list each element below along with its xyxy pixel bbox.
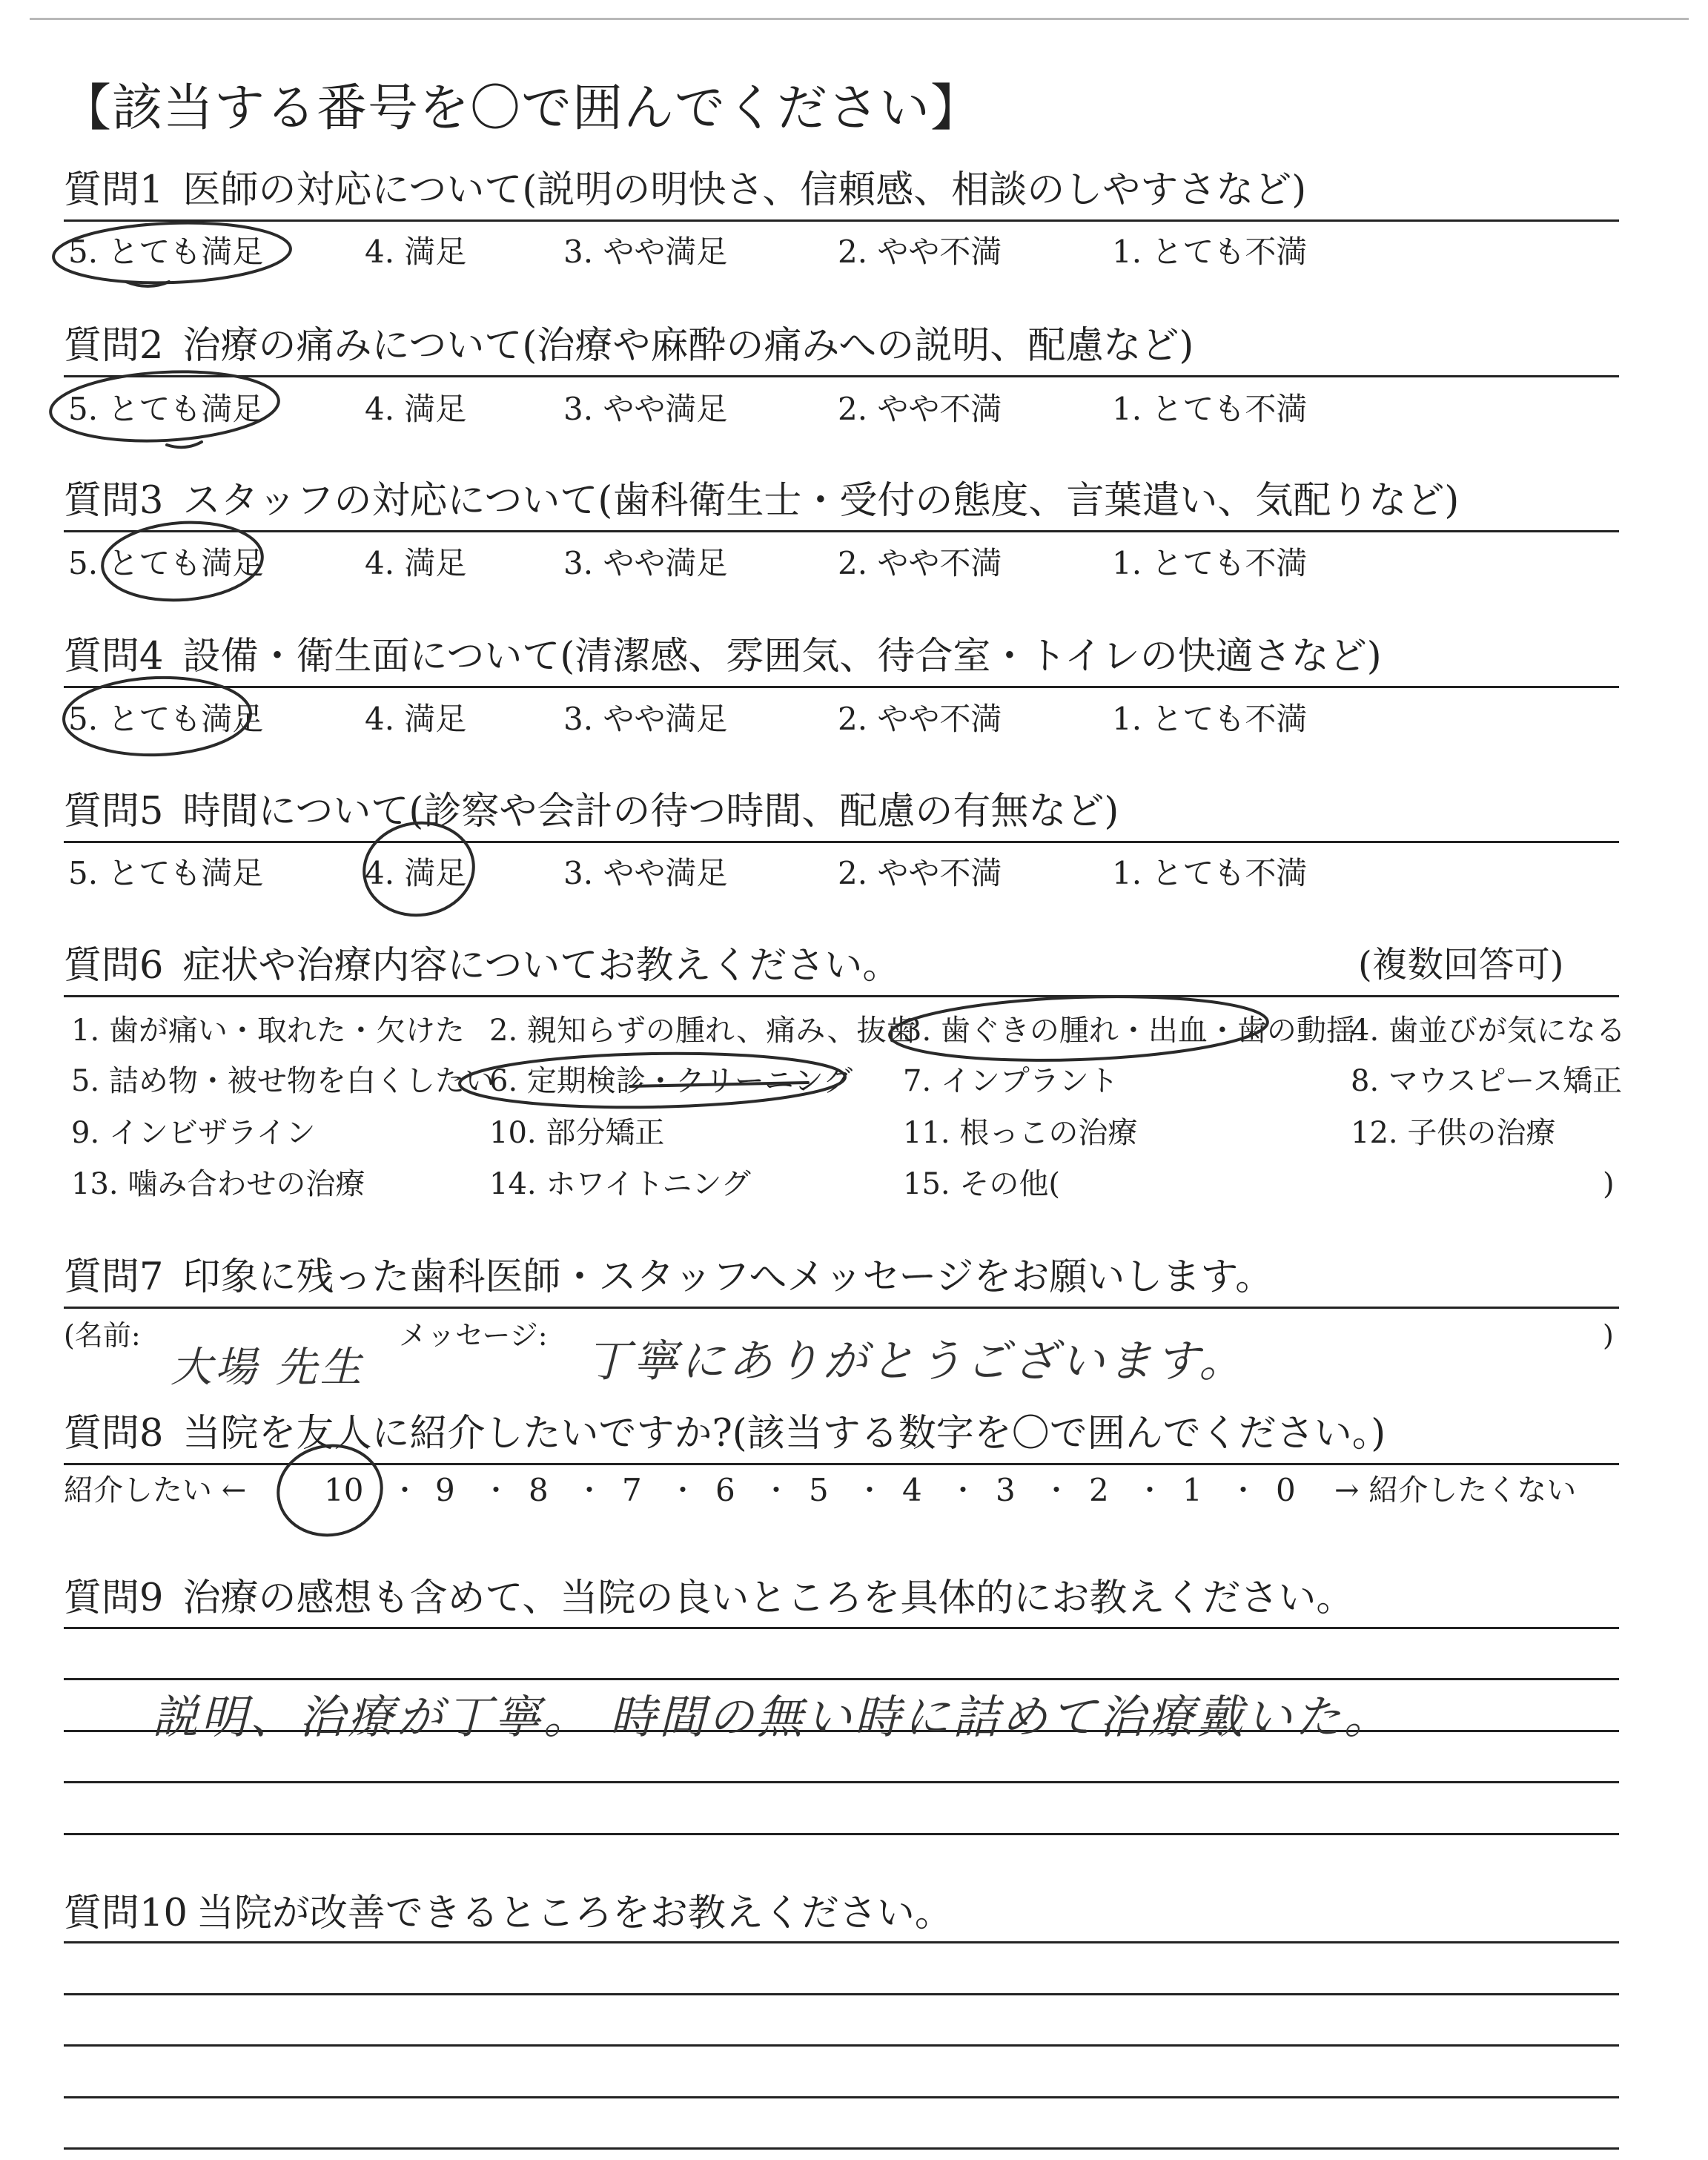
q6-option-15[interactable]: 15. その他(	[903, 1167, 1060, 1201]
q9-answer-line	[64, 1833, 1619, 1835]
q6-heading	[64, 943, 900, 989]
q3-number: 質問3	[64, 479, 164, 523]
q6-option-1[interactable]: 1. 歯が痛い・取れた・欠けた	[71, 1014, 465, 1048]
q7-number: 質問7	[64, 1255, 164, 1299]
q3-option-1[interactable]: 1. とても不満	[1112, 545, 1308, 581]
q6-option-14[interactable]: 14. ホワイトニング	[489, 1167, 751, 1201]
q9-heading	[64, 1576, 1354, 1622]
q5-number: 質問5	[64, 790, 164, 833]
q6-option-12[interactable]: 12. 子供の治療	[1351, 1116, 1556, 1150]
q1-option-4[interactable]: 4. 満足	[365, 234, 467, 270]
q6-option-3[interactable]: 3. 歯ぐきの腫れ・出血・歯の動揺	[903, 1014, 1356, 1048]
q7-name-handwritten[interactable]: 大場 先生	[171, 1344, 365, 1392]
q4-text: 設備・衛生面について(清潔感、雰囲気、待合室・トイレの快適さなど)	[182, 635, 1382, 678]
q5-rule	[64, 841, 1619, 843]
q8-sep: ・	[1042, 1474, 1071, 1507]
q4-option-2[interactable]: 2. やや不満	[838, 701, 1002, 737]
q8-scale-8[interactable]: 8	[529, 1472, 549, 1508]
q6-other-close-paren: )	[1603, 1167, 1615, 1201]
q2-number: 質問2	[64, 324, 164, 368]
q8-sep: ・	[482, 1474, 511, 1507]
q9-text: 治療の感想も含めて、当院の良いところを具体的にお教えください。	[182, 1576, 1354, 1620]
q7-rule	[64, 1307, 1619, 1309]
q8-sep: ・	[575, 1474, 604, 1507]
q1-text: 医師の対応について(説明の明快さ、信頼感、相談のしやすさなど)	[182, 168, 1307, 212]
q8-number: 質問8	[64, 1412, 164, 1456]
q8-heading	[64, 1411, 1386, 1457]
q5-option-3[interactable]: 3. やや満足	[563, 855, 728, 891]
q9-number: 質問9	[64, 1576, 164, 1620]
q6-option-10[interactable]: 10. 部分矯正	[489, 1116, 665, 1150]
q7-message-label: メッセージ:	[399, 1319, 548, 1352]
q1-option-2[interactable]: 2. やや不満	[838, 234, 1002, 270]
q6-option-9[interactable]: 9. インビザライン	[71, 1116, 316, 1150]
q4-rule	[64, 686, 1619, 688]
q5-option-4[interactable]: 4. 満足	[365, 855, 467, 891]
q1-number: 質問1	[64, 168, 164, 212]
q1-rule	[64, 219, 1619, 222]
q4-heading	[64, 634, 1382, 680]
q5-heading	[64, 789, 1119, 835]
q10-answer-line	[64, 2147, 1619, 2150]
q8-scale-1[interactable]: 1	[1182, 1472, 1202, 1508]
q10-answer-line	[64, 2096, 1619, 2098]
q8-sep: ・	[855, 1474, 884, 1507]
q6-option-4[interactable]: 4. 歯並びが気になる	[1351, 1014, 1626, 1048]
q4-option-3[interactable]: 3. やや満足	[563, 701, 728, 737]
q8-sep: ・	[1229, 1474, 1258, 1507]
q8-left-label: 紹介したい ←	[64, 1473, 247, 1507]
q8-scale-0[interactable]: 0	[1276, 1472, 1296, 1508]
q2-text: 治療の痛みについて(治療や麻酔の痛みへの説明、配慮など)	[182, 324, 1194, 368]
q10-rule	[64, 1941, 1619, 1943]
q6-option-7[interactable]: 7. インプラント	[903, 1064, 1119, 1098]
q5-option-2[interactable]: 2. やや不満	[838, 855, 1002, 891]
q6-option-5[interactable]: 5. 詰め物・被せ物を白くしたい	[71, 1064, 494, 1098]
q6-option-2[interactable]: 2. 親知らずの腫れ、痛み、抜歯	[489, 1014, 916, 1048]
q10-answer-line	[64, 1993, 1619, 1995]
q10-number: 質問10	[64, 1892, 188, 1935]
q2-option-4[interactable]: 4. 満足	[365, 391, 467, 427]
q8-sep: ・	[949, 1474, 978, 1507]
q8-rule	[64, 1463, 1619, 1465]
q10-answer-line	[64, 2044, 1619, 2047]
q1-option-1[interactable]: 1. とても不満	[1112, 234, 1308, 270]
q6-option-6[interactable]: 6. 定期検診・クリーニング	[489, 1064, 853, 1098]
q8-text: 当院を友人に紹介したいですか?(該当する数字を〇で囲んでください。)	[182, 1412, 1386, 1456]
q8-sep: ・	[762, 1474, 791, 1507]
q8-right-label: → 紹介したくない	[1334, 1473, 1577, 1507]
q6-option-8[interactable]: 8. マウスピース矯正	[1351, 1064, 1623, 1098]
q3-option-3[interactable]: 3. やや満足	[563, 545, 728, 581]
q4-number: 質問4	[64, 635, 164, 678]
q3-option-2[interactable]: 2. やや不満	[838, 545, 1002, 581]
q2-pen-stroke	[167, 442, 202, 447]
q6-rule	[64, 995, 1619, 997]
q6-option-13[interactable]: 13. 噛み合わせの治療	[71, 1167, 365, 1201]
q2-heading	[64, 323, 1194, 369]
q8-sep: ・	[1136, 1474, 1165, 1507]
q8-scale-7[interactable]: 7	[622, 1472, 642, 1508]
q10-text: 当院が改善できるところをお教えください。	[196, 1892, 953, 1935]
q8-sep: ・	[669, 1474, 698, 1507]
q2-rule	[64, 375, 1619, 377]
q7-heading	[64, 1255, 1273, 1301]
q7-message-handwritten[interactable]: 丁寧にありがとうございます。	[586, 1335, 1247, 1387]
q9-answer-handwritten[interactable]: 説明、治療が丁寧。 時間の無い時に詰めて治療戴いた。	[152, 1690, 1393, 1744]
q7-text: 印象に残った歯科医師・スタッフへメッセージをお願いします。	[182, 1255, 1274, 1299]
q3-heading	[64, 478, 1459, 524]
q6-multiple-note: (複数回答可)	[1358, 944, 1564, 985]
q9-answer-line	[64, 1781, 1619, 1783]
q2-option-5[interactable]: 5. とても満足	[68, 391, 264, 427]
page-title: 【該当する番号を〇で囲んでください】	[61, 79, 982, 138]
q9-rule	[64, 1627, 1619, 1629]
q10-heading	[64, 1891, 953, 1937]
q2-option-3[interactable]: 3. やや満足	[563, 391, 728, 427]
q3-rule	[64, 530, 1619, 532]
q2-option-2[interactable]: 2. やや不満	[838, 391, 1002, 427]
q7-close-paren: )	[1603, 1319, 1614, 1352]
q5-text: 時間について(診察や会計の待つ時間、配慮の有無など)	[182, 790, 1119, 833]
q4-option-4[interactable]: 4. 満足	[365, 701, 467, 737]
scan-edge-line	[30, 18, 1689, 20]
q6-text: 症状や治療内容についてお教えください。	[182, 944, 901, 988]
q3-text: スタッフの対応について(歯科衛生士・受付の態度、言葉遣い、気配りなど)	[182, 479, 1460, 523]
q5-option-5[interactable]: 5. とても満足	[68, 855, 264, 891]
q1-pen-stroke	[126, 282, 169, 286]
q8-scale-9[interactable]: 9	[435, 1472, 455, 1508]
q6-number: 質問6	[64, 944, 164, 988]
q8-scale-4[interactable]: 4	[902, 1472, 922, 1508]
q1-option-5[interactable]: 5. とても満足	[68, 234, 264, 270]
q8-scale-3[interactable]: 3	[996, 1472, 1016, 1508]
q5-option-1[interactable]: 1. とても不満	[1112, 855, 1308, 891]
q4-option-1[interactable]: 1. とても不満	[1112, 701, 1308, 737]
q3-option-4[interactable]: 4. 満足	[365, 545, 467, 581]
q3-option-5[interactable]: 5. とても満足	[68, 545, 264, 581]
q4-option-5[interactable]: 5. とても満足	[68, 701, 264, 737]
q2-option-1[interactable]: 1. とても不満	[1112, 391, 1308, 427]
q6-option-11[interactable]: 11. 根っこの治療	[903, 1116, 1138, 1150]
q1-option-3[interactable]: 3. やや満足	[563, 234, 728, 270]
q1-heading	[64, 168, 1306, 214]
q8-scale-6[interactable]: 6	[715, 1472, 735, 1508]
q8-scale-5[interactable]: 5	[809, 1472, 829, 1508]
q8-scale-2[interactable]: 2	[1089, 1472, 1109, 1508]
q7-name-label: (名前:	[64, 1319, 141, 1352]
q8-scale-10[interactable]: 10	[324, 1472, 364, 1508]
q8-sep: ・	[391, 1474, 420, 1507]
